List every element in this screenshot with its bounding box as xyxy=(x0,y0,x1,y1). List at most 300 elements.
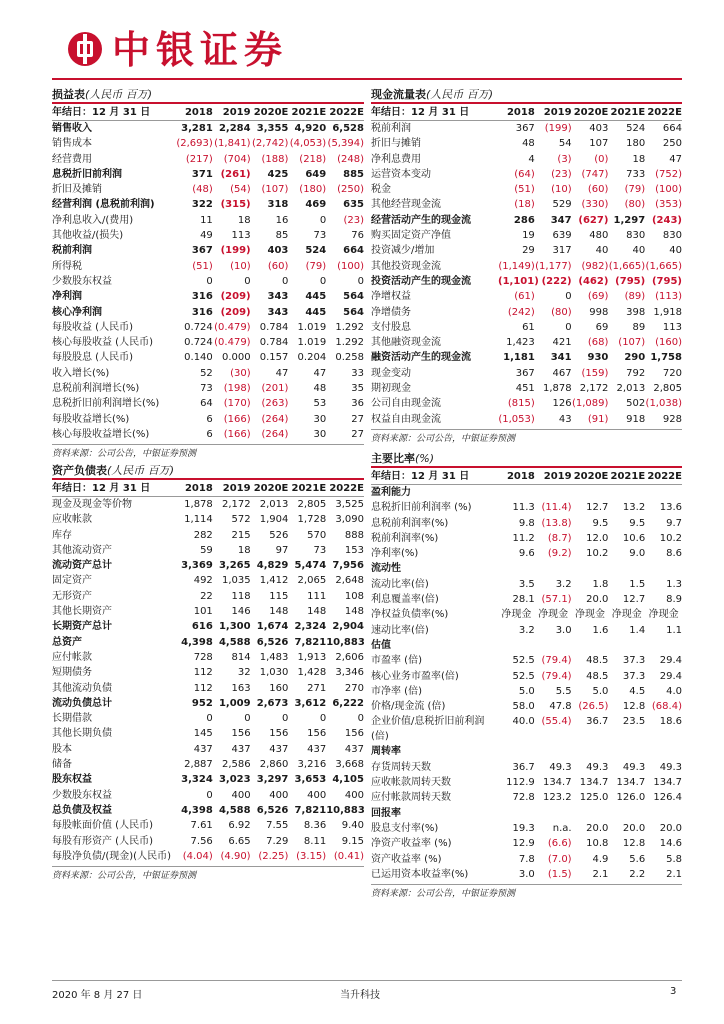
row-label: 股东权益 xyxy=(52,774,92,786)
cell-value: 398 xyxy=(626,306,646,318)
cell-value: 48.5 xyxy=(586,655,609,667)
cell-value: 400 xyxy=(231,789,251,801)
cell-value: (79) xyxy=(305,260,327,272)
cell-value: 47 xyxy=(313,367,327,379)
cell-value: (0.41) xyxy=(333,850,364,862)
header-year: 2022E xyxy=(329,107,364,118)
cell-value: (1.5) xyxy=(547,868,572,880)
table-row xyxy=(52,497,364,512)
cell-value: 4.5 xyxy=(629,685,646,697)
table-row xyxy=(52,650,364,665)
row-label: 所得税 xyxy=(52,260,82,272)
cell-value: 7.61 xyxy=(190,820,213,832)
cell-value xyxy=(608,806,645,821)
cell-value xyxy=(645,806,682,821)
page-header xyxy=(52,14,682,80)
row-label: 经营活动产生的现金流 xyxy=(371,214,471,226)
cell-value: 421 xyxy=(552,337,572,349)
cell-value: 111 xyxy=(307,590,327,602)
cell-value: 123.2 xyxy=(542,792,572,804)
cell-value: 2,586 xyxy=(221,759,251,771)
cell-value: (180) xyxy=(299,184,327,196)
cell-value: 4,588 xyxy=(218,804,251,816)
cell-value: 5.5 xyxy=(555,685,572,697)
cell-value: 19.3 xyxy=(512,822,535,834)
row-label: 股本 xyxy=(52,743,72,755)
cell-value xyxy=(498,806,535,821)
cell-value: 5.0 xyxy=(592,685,609,697)
cell-value: 3.0 xyxy=(555,624,572,636)
cell-value: (188) xyxy=(261,153,289,165)
cell-value: 5.6 xyxy=(629,853,646,865)
cell-value: 73 xyxy=(313,544,327,556)
cell-value: 3,668 xyxy=(335,759,364,771)
cell-value: 451 xyxy=(515,383,535,395)
cell-value: 18.6 xyxy=(659,716,682,728)
cell-value: 952 xyxy=(191,697,213,709)
row-label: 融资活动产生的现金流 xyxy=(371,352,471,364)
cell-value: 28.1 xyxy=(512,594,535,606)
header-year: 2020E xyxy=(253,483,289,494)
cell-value: 6,526 xyxy=(256,804,289,816)
cell-value: 27 xyxy=(351,428,364,440)
cell-value xyxy=(608,638,645,653)
table-row xyxy=(52,243,364,258)
cell-value: 616 xyxy=(191,621,213,633)
cell-value: 1,114 xyxy=(184,514,213,526)
cell-value: (1,841) xyxy=(214,138,251,150)
cell-value: 156 xyxy=(307,728,327,740)
cell-value: 467 xyxy=(552,367,572,379)
balance-sheet-table xyxy=(52,462,364,882)
cell-value: 0 xyxy=(565,321,572,333)
table-title-text: 现金流量表 xyxy=(371,88,426,101)
cell-value xyxy=(498,638,535,653)
cell-value: 3,653 xyxy=(294,774,327,786)
cell-value: 29 xyxy=(522,245,535,257)
table-row xyxy=(52,818,364,833)
cell-value: 3,297 xyxy=(256,774,289,786)
table-row xyxy=(52,528,364,543)
table-title-unit: (人民币 百万) xyxy=(107,464,175,477)
brand-name: 中银证券 xyxy=(112,28,289,72)
cell-value: 3,023 xyxy=(218,774,251,786)
table-row xyxy=(52,152,364,167)
cell-value: 0 xyxy=(282,275,289,287)
cell-value xyxy=(572,744,609,759)
row-label: 净利润 xyxy=(52,291,82,303)
footer-divider xyxy=(52,980,682,981)
cell-value: 11.3 xyxy=(512,502,535,514)
table-row xyxy=(371,320,682,335)
cell-value xyxy=(572,638,609,653)
cell-value: (330) xyxy=(581,199,609,211)
cell-value: 733 xyxy=(626,168,646,180)
cell-value xyxy=(535,638,572,653)
table-row xyxy=(52,573,364,588)
cell-value: 3,355 xyxy=(256,123,289,134)
row-label: 总负债及权益 xyxy=(52,804,112,816)
cell-value: (2,693) xyxy=(176,138,213,150)
cell-value: (160) xyxy=(655,337,682,349)
header-label: 年结日：12 月 31 日 xyxy=(371,107,470,118)
cell-value: 18 xyxy=(632,153,646,165)
cell-value: 570 xyxy=(307,529,327,541)
cell-value xyxy=(645,744,682,759)
cell-value: 12.7 xyxy=(622,594,646,606)
cell-value: 1.1 xyxy=(666,624,682,636)
row-label: 其他流动负债 xyxy=(52,682,112,694)
cell-value: 148 xyxy=(307,606,327,618)
table-title xyxy=(52,462,364,480)
cell-value xyxy=(498,485,535,500)
cell-value: 23.5 xyxy=(622,716,646,728)
cell-value: (11.4) xyxy=(541,502,572,514)
cell-value: (0.479) xyxy=(214,337,251,349)
cell-value: 118 xyxy=(231,590,251,602)
cell-value: 净现金 xyxy=(648,609,679,621)
row-label: 其他长期资产 xyxy=(52,606,112,618)
cell-value: 0 xyxy=(206,275,213,287)
cell-value: 9.15 xyxy=(341,835,364,847)
cell-value: 9.0 xyxy=(629,548,646,560)
cell-value: (6.6) xyxy=(547,838,572,850)
cell-value: 2,805 xyxy=(297,499,327,510)
cell-value: 524 xyxy=(626,123,646,134)
cell-value: 153 xyxy=(344,544,364,556)
cell-value: 2,172 xyxy=(579,383,609,395)
cell-value: (23) xyxy=(551,168,572,180)
cell-value: 3,281 xyxy=(181,123,213,134)
cell-value: (79.4) xyxy=(541,655,572,667)
cell-value: 11.2 xyxy=(512,532,535,544)
cell-value: 317 xyxy=(552,245,572,257)
cell-value: (18) xyxy=(514,199,535,211)
cell-value: 0.000 xyxy=(221,352,251,364)
cell-value: 1,913 xyxy=(297,651,327,663)
cell-value: 1,181 xyxy=(503,352,535,364)
row-label: 税金 xyxy=(371,184,391,196)
cell-value: 48 xyxy=(313,383,327,395)
cell-value: 18 xyxy=(237,544,251,556)
row-label: 回报率 xyxy=(371,807,401,819)
row-label: 息税前利润率(%) xyxy=(371,517,449,529)
company-name: 当升科技 xyxy=(340,990,380,1001)
cell-value: 6 xyxy=(206,413,213,425)
row-label: 资产收益率 (%) xyxy=(371,853,442,865)
cell-value: 5.8 xyxy=(666,853,682,865)
table-source-note: 资料来源：公司公告，中银证券预测 xyxy=(371,884,682,900)
table-row xyxy=(52,803,364,818)
cell-value: 14.6 xyxy=(659,838,682,850)
cell-value: 85 xyxy=(275,230,289,242)
table-row xyxy=(52,167,364,182)
cell-value: 928 xyxy=(662,413,682,425)
cell-value: 5.0 xyxy=(518,685,535,697)
cell-value: (89) xyxy=(624,291,646,303)
cell-value: 564 xyxy=(343,306,364,318)
table-row xyxy=(52,772,364,787)
cell-value: (4,053) xyxy=(289,138,327,150)
cell-value: 2,860 xyxy=(259,759,289,771)
cell-value: 20.0 xyxy=(622,822,646,834)
cell-value: 572 xyxy=(231,514,251,526)
table-row xyxy=(52,757,364,772)
row-label: 价格/现金流 (倍) xyxy=(371,701,446,713)
cell-value: (10) xyxy=(230,260,251,272)
cell-value: (69) xyxy=(587,291,609,303)
cell-value: 13.6 xyxy=(659,502,682,514)
cell-value: 0 xyxy=(206,789,213,801)
cell-value: 3,265 xyxy=(218,560,251,572)
table-row xyxy=(52,366,364,381)
cell-value: (627) xyxy=(578,214,609,226)
cell-value: 0.258 xyxy=(335,352,364,364)
cell-value: 215 xyxy=(231,529,251,541)
row-label: 现金变动 xyxy=(371,367,411,379)
cell-value: 6,222 xyxy=(332,697,364,709)
row-label: 其他流动资产 xyxy=(52,544,112,556)
table-row xyxy=(52,396,364,411)
cell-value: 347 xyxy=(550,214,572,226)
cell-value: (100) xyxy=(655,184,682,196)
header-year: 2018 xyxy=(184,107,213,118)
cell-value: (209) xyxy=(220,306,251,318)
cell-value: 7,821 xyxy=(294,636,327,648)
cell-value: 400 xyxy=(269,789,289,801)
table-row xyxy=(371,197,682,212)
cell-value: (48) xyxy=(192,184,213,196)
cell-value: 0 xyxy=(282,713,289,725)
row-label: 利息覆盖率(倍) xyxy=(371,594,439,606)
cell-value: 10.2 xyxy=(659,532,682,544)
row-label: 净增权益 xyxy=(371,291,411,303)
cell-value: 1,904 xyxy=(259,514,289,526)
cell-value: 2,284 xyxy=(218,123,251,134)
cell-value: 367 xyxy=(515,123,535,134)
header-year: 2019 xyxy=(543,471,572,482)
cell-value: 76 xyxy=(351,230,364,242)
cell-value: 2.1 xyxy=(592,868,609,880)
cell-value: 0 xyxy=(357,713,364,725)
cell-value: 1,878 xyxy=(542,383,572,395)
cell-value: 29.4 xyxy=(659,670,682,682)
cell-value: 净现金 xyxy=(574,609,605,621)
row-label: 应付帐款 xyxy=(52,651,92,663)
cell-value: 343 xyxy=(267,291,289,303)
row-label: 少数股东权益 xyxy=(52,275,112,287)
table-title-text: 损益表 xyxy=(52,88,85,101)
table-title-unit: (%) xyxy=(415,452,435,465)
row-label: 核心业务市盈率(倍) xyxy=(371,670,459,682)
cell-value: 367 xyxy=(191,245,213,257)
row-label: 市净率 (倍) xyxy=(371,685,422,697)
cell-value: 97 xyxy=(275,544,289,556)
row-label: 长期借款 xyxy=(52,713,92,725)
row-label: 少数股东权益 xyxy=(52,789,112,801)
row-label: 应收帐款 xyxy=(52,514,92,526)
cell-value: (243) xyxy=(651,214,682,226)
cell-value: 12.8 xyxy=(622,838,646,850)
cell-value xyxy=(608,744,645,759)
cell-value: 0.724 xyxy=(184,337,213,349)
row-label: 每股股息 (人民币) xyxy=(52,352,133,364)
cell-value: 9.6 xyxy=(518,548,535,560)
cell-value: 7.8 xyxy=(518,853,535,865)
cell-value: 4,829 xyxy=(256,560,289,572)
row-label: 其他投资现金流 xyxy=(371,260,441,272)
header-year: 2019 xyxy=(222,483,251,494)
cell-value: 12.7 xyxy=(586,502,609,514)
row-label: 税前利润率(%) xyxy=(371,532,439,544)
cell-value: 59 xyxy=(200,544,213,556)
cell-value: 437 xyxy=(231,743,251,755)
cell-value: (982) xyxy=(581,260,609,272)
table-row xyxy=(371,167,682,182)
cell-value xyxy=(535,561,572,576)
header-year: 2022E xyxy=(647,107,682,118)
table-row xyxy=(52,742,364,757)
row-label: 净权益负债率(%) xyxy=(371,609,449,621)
table-row xyxy=(52,665,364,680)
cell-value: 6,526 xyxy=(256,636,289,648)
cell-value: 40 xyxy=(632,245,646,257)
cell-value: (199) xyxy=(220,245,251,257)
cell-value: 341 xyxy=(550,352,572,364)
cell-value: 11 xyxy=(200,214,213,226)
table-row xyxy=(371,699,682,714)
cell-value: 1.8 xyxy=(592,578,609,590)
cell-value: 0.140 xyxy=(184,352,213,364)
cell-value: 7.29 xyxy=(266,835,289,847)
cell-value: (2,742) xyxy=(251,138,289,150)
cell-value: 3,612 xyxy=(294,697,327,709)
row-label: 销售成本 xyxy=(52,138,92,150)
cell-value: 0 xyxy=(319,275,327,287)
cell-value: (9.2) xyxy=(547,548,572,560)
cell-value: (263) xyxy=(261,398,289,410)
table-row xyxy=(52,289,364,304)
cell-value: 403 xyxy=(267,245,289,257)
cell-value: 35 xyxy=(351,383,364,395)
row-label: 周转率 xyxy=(371,746,401,758)
cell-value: 0.157 xyxy=(259,352,289,364)
table-row xyxy=(371,821,682,836)
table-row xyxy=(371,546,682,561)
cell-value: 0 xyxy=(244,275,251,287)
table-title-unit: (人民币 百万) xyxy=(426,88,494,101)
row-label: 税前利润 xyxy=(52,245,92,257)
cell-value: 318 xyxy=(267,199,289,211)
cell-value: 48 xyxy=(522,138,535,150)
cell-value: 113 xyxy=(662,321,682,333)
cell-value: (57.1) xyxy=(541,594,572,606)
cell-value: (795) xyxy=(615,275,646,287)
cell-value xyxy=(535,806,572,821)
table-header-row xyxy=(52,104,364,121)
header-year: 2021E xyxy=(291,107,327,118)
bank-logo-icon xyxy=(68,32,102,66)
cell-value: 2,324 xyxy=(294,621,327,633)
cell-value: (261) xyxy=(220,168,251,180)
cell-value: 270 xyxy=(344,682,364,694)
row-label: 每股帐面价值 (人民币) xyxy=(52,820,153,832)
cell-value: 529 xyxy=(552,199,572,211)
cell-value: 10.8 xyxy=(586,838,609,850)
table-row xyxy=(371,305,682,320)
cell-value: 635 xyxy=(343,199,364,211)
table-row xyxy=(371,653,682,668)
cell-value: 343 xyxy=(267,306,289,318)
table-row xyxy=(371,867,682,882)
cell-value: 3.0 xyxy=(518,868,535,880)
cell-value: 19 xyxy=(522,230,535,242)
cell-value: 814 xyxy=(231,651,251,663)
cell-value: 888 xyxy=(344,529,364,541)
cell-value: 40 xyxy=(595,245,609,257)
cell-value: 437 xyxy=(307,743,327,755)
cell-value: 1,483 xyxy=(259,651,289,663)
table-row xyxy=(52,558,364,573)
cell-value: (264) xyxy=(261,428,289,440)
cell-value: 108 xyxy=(344,590,364,602)
cell-value: 20.0 xyxy=(659,822,682,834)
row-label: 收入增长(%) xyxy=(52,367,110,379)
cell-value: 7.56 xyxy=(190,835,213,847)
row-label: 折旧及摊销 xyxy=(52,184,102,196)
cell-value: 425 xyxy=(267,168,289,180)
table-row xyxy=(371,289,682,304)
cell-value: 2,013 xyxy=(259,499,289,510)
header-label: 年结日：12 月 31 日 xyxy=(52,107,151,118)
row-label: 投资活动产生的现金流 xyxy=(371,275,471,287)
cell-value: 61 xyxy=(522,321,535,333)
table-title-text: 资产负债表 xyxy=(52,464,107,477)
cell-value: 2.2 xyxy=(629,868,646,880)
table-title xyxy=(52,86,364,104)
table-row xyxy=(371,121,682,136)
cell-value: 1.292 xyxy=(335,321,364,333)
row-label: 投资减少/增加 xyxy=(371,245,435,257)
cell-value: (3) xyxy=(557,153,572,165)
table-row xyxy=(371,744,682,759)
cell-value: 73 xyxy=(200,383,213,395)
cell-value: 7,821 xyxy=(294,804,327,816)
table-row xyxy=(52,834,364,849)
row-label: 现金及现金等价物 xyxy=(52,499,132,510)
table-row xyxy=(371,350,682,365)
cell-value: 1,412 xyxy=(259,575,289,587)
cell-value: 4,398 xyxy=(181,636,213,648)
table-row xyxy=(52,213,364,228)
cell-value: 1,423 xyxy=(506,337,535,349)
cell-value: 37.3 xyxy=(622,655,646,667)
cell-value: 316 xyxy=(191,306,213,318)
cell-value: 43 xyxy=(558,413,572,425)
cell-value: 367 xyxy=(515,367,535,379)
table-row xyxy=(52,788,364,803)
row-label: 经营费用 xyxy=(52,153,92,165)
cell-value: 4,105 xyxy=(332,774,364,786)
table-row xyxy=(52,543,364,558)
cell-value: 1,428 xyxy=(297,667,327,679)
cell-value: (61) xyxy=(514,291,535,303)
cash-flow-table xyxy=(371,86,682,445)
row-label: 长期资产总计 xyxy=(52,621,112,633)
cell-value: (1,177) xyxy=(535,260,572,272)
row-label: 存货周转天数 xyxy=(371,761,431,773)
cell-value: 30 xyxy=(313,428,327,440)
